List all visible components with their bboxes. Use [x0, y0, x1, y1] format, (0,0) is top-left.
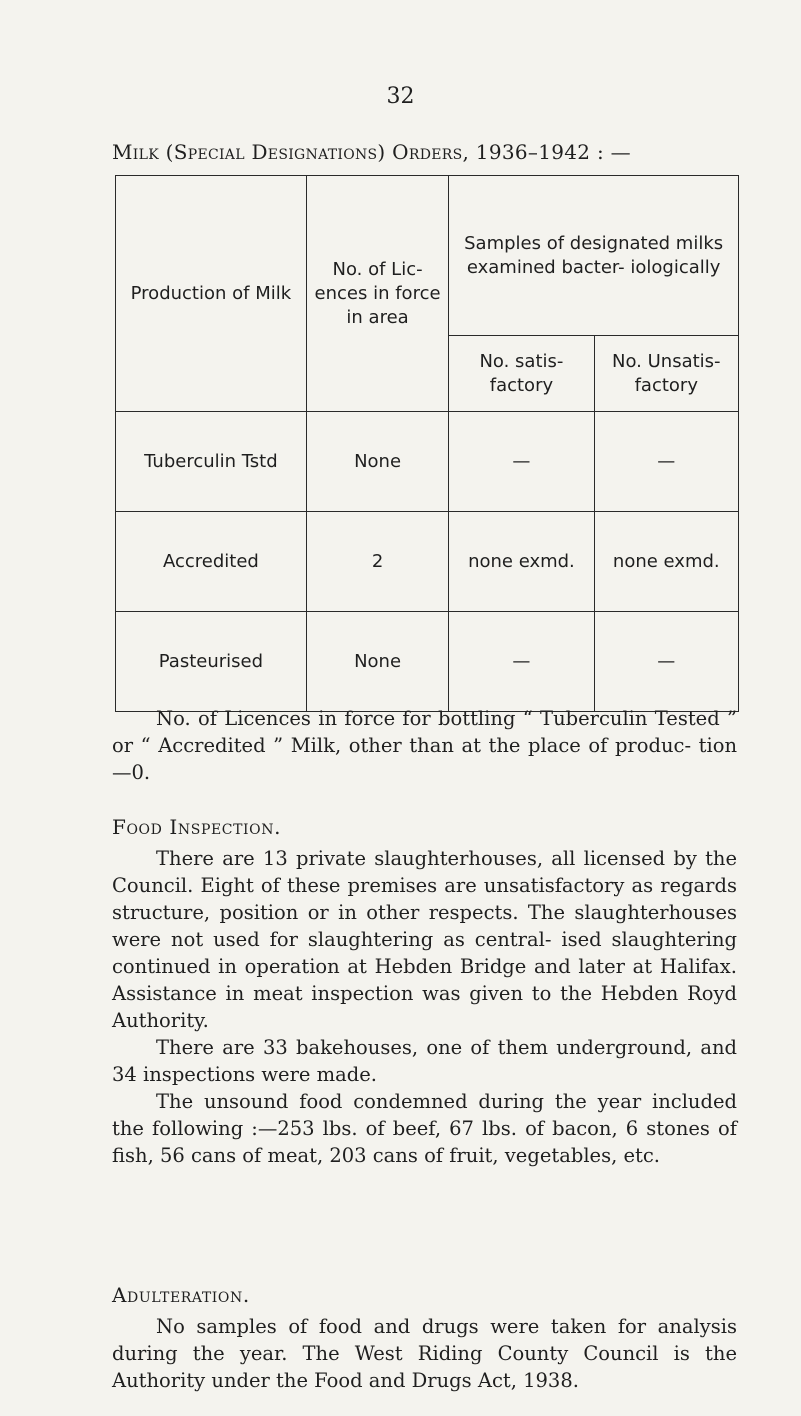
cell-production: Tuberculin Tstd	[116, 412, 307, 512]
cell-licences: None	[306, 612, 448, 712]
food-inspection-paragraph: There are 33 bakehouses, one of them underground, and 34 inspections were made.	[112, 1036, 737, 1086]
adulteration-title: Adulteration.	[112, 1283, 250, 1307]
table-row	[116, 512, 739, 612]
food-inspection-paragraph: There are 13 private slaughterhouses, all licensed by the Council. Eight of these premises are unsatisfactory as regards structure, position or in other respects. The slaughterhouses were not used for slaughtering as central- ised slaughtering continued in operation at Hebden Bridge and later at Halifax. Assistance in meat inspection was given to the Hebden Royd Authority.	[112, 847, 737, 1032]
cell-production: Pasteurised	[116, 612, 307, 712]
adulteration-text	[112, 1313, 737, 1394]
bottling-note-paragraph: No. of Licences in force for bottling “ Tuberculin Tested ” or “ Accredited ” Milk, other than at the place of produc- tion—0.	[112, 707, 737, 784]
food-inspection-paragraph: The unsound food condemned during the year included the following :—253 lbs. of beef, 67 lbs. of bacon, 6 stones of fish, 56 cans of meat, 203 cans of fruit, vegetables, etc.	[112, 1090, 737, 1167]
header-satisfactory: No. satis- factory	[449, 336, 594, 412]
cell-satisfactory: —	[449, 612, 594, 712]
adulteration-paragraph: No samples of food and drugs were taken for analysis during the year. The West Riding County Council is the Authority under the Food and Drugs Act, 1938.	[112, 1315, 737, 1392]
header-unsatisfactory: No. Unsatis- factory	[594, 336, 738, 412]
milk-designations-table	[115, 175, 739, 712]
cell-satisfactory: —	[449, 412, 594, 512]
food-inspection-text	[112, 845, 737, 1169]
table-header-row	[116, 176, 739, 336]
table-row	[116, 412, 739, 512]
cell-production: Accredited	[116, 512, 307, 612]
table-row	[116, 612, 739, 712]
cell-satisfactory: none exmd.	[449, 512, 594, 612]
header-production: Production of Milk	[116, 176, 307, 412]
cell-licences: None	[306, 412, 448, 512]
page-number: 32	[386, 84, 415, 109]
milk-orders-heading: Milk (Special Designations) Orders, 1936–1942 : —	[112, 140, 631, 164]
cell-licences: 2	[306, 512, 448, 612]
header-licences: No. of Lic- ences in force in area	[306, 176, 448, 412]
cell-unsatisfactory: —	[594, 612, 738, 712]
food-inspection-title: Food Inspection.	[112, 815, 282, 839]
bottling-note	[112, 705, 737, 786]
cell-unsatisfactory: none exmd.	[594, 512, 738, 612]
cell-unsatisfactory: —	[594, 412, 738, 512]
header-samples: Samples of designated milks examined bacter- iologically	[449, 176, 739, 336]
